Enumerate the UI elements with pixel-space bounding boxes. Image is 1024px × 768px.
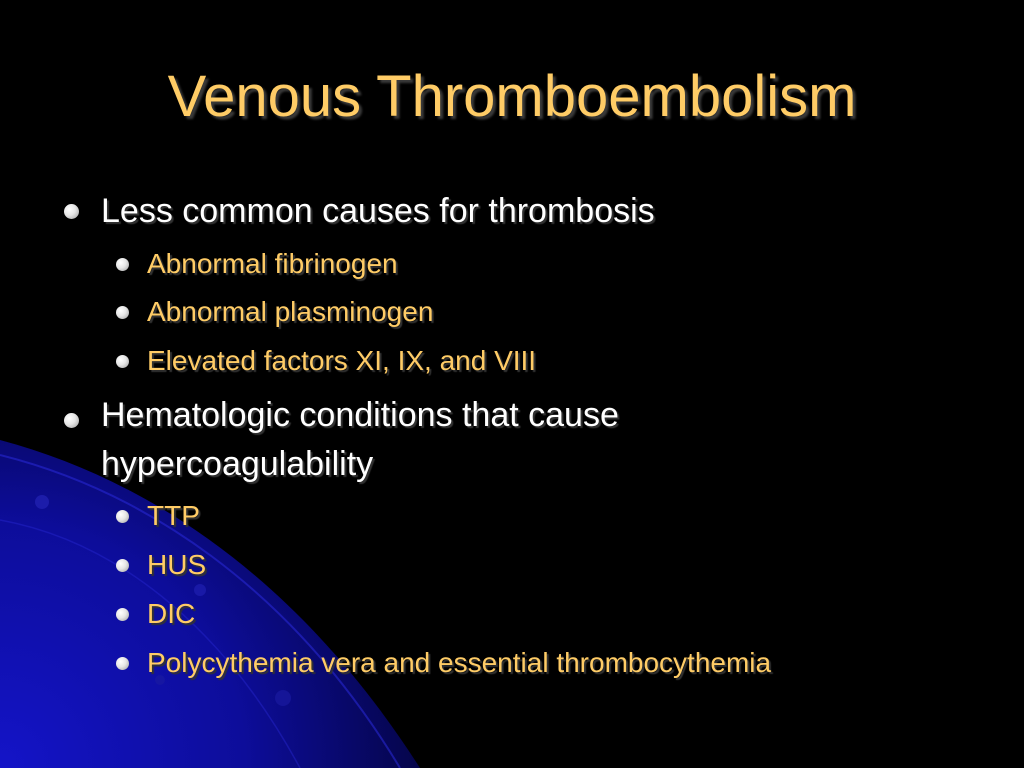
bullet-level2-text: Polycythemia vera and essential thrombocythemia <box>147 647 772 678</box>
bullet-level2-text: Elevated factors XI, IX, and VIII <box>147 345 537 376</box>
deco-dot <box>194 584 206 596</box>
bullet-dot <box>116 306 129 319</box>
bullet-dot <box>116 608 129 621</box>
bullet-level1-text-continuation: hypercoagulability <box>101 445 374 483</box>
bullet-dot <box>116 258 129 271</box>
bullet-dot <box>116 559 129 572</box>
bullet-level2-text: Abnormal fibrinogen <box>147 248 398 279</box>
bullet-level2-text: Abnormal plasminogen <box>147 296 434 327</box>
bullet-dot <box>64 204 79 219</box>
slide-title: Venous Thromboembolism <box>167 64 857 129</box>
bullet-level1-text: Hematologic conditions that cause <box>101 396 619 434</box>
bullet-dot <box>116 657 129 670</box>
bullet-dot <box>116 510 129 523</box>
bullet-level2-text: TTP <box>147 500 200 531</box>
bullet-dot <box>116 355 129 368</box>
deco-dot <box>275 690 291 706</box>
deco-dot <box>35 495 49 509</box>
bullet-level2-text: DIC <box>147 598 196 629</box>
bullet-dot <box>64 413 79 428</box>
bullet-level2-text: HUS <box>147 549 207 580</box>
bullet-level1-text: Less common causes for thrombosis <box>101 192 655 230</box>
